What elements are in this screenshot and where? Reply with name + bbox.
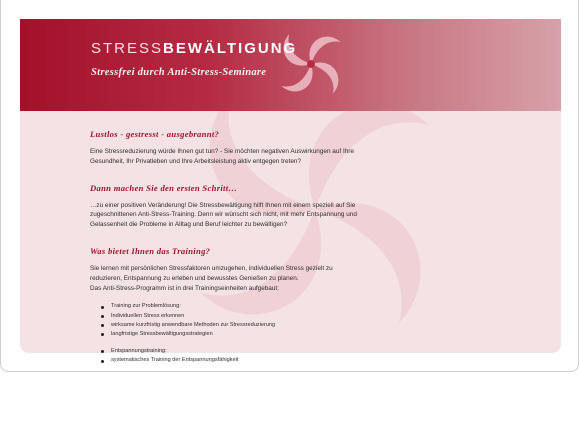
- list-item: systematisches Training der Entspannungsfähigkeit: [90, 356, 410, 365]
- section-heading-1: Lustlos - gestresst - ausgebrannt?: [90, 129, 220, 139]
- training-list-1: [90, 302, 410, 339]
- section-text-2: …zu einer positiven Veränderung! Die Stressbewältigung hilft Ihnen mit einem speziell auf Sie zugeschnittenen Anti-Stress-Training. Denn wir wünscht sich nicht, mit mehr Entspannung und Gelassenheit die Probleme in Alltag und Beruf leichter zu bewältigen?: [90, 201, 357, 229]
- site-subtitle: Stressfrei durch Anti-Stress-Seminare: [91, 67, 267, 78]
- list-item: langfristige Stressbewältigungsstrategien: [90, 330, 410, 339]
- site-title-bold: BEWÄLTIGUNG: [163, 40, 298, 57]
- section-heading-2: Dann machen Sie den ersten Schritt…: [90, 182, 238, 193]
- site-title: [91, 40, 297, 57]
- list-item: Training zur Problemlösung:: [90, 302, 410, 311]
- page-card: [20, 19, 561, 364]
- main-content: [90, 129, 410, 366]
- training-list-2: [90, 347, 410, 365]
- list-item: wirksame kurzfristig anwendbare Methoden zur Stressreduzierung: [90, 321, 410, 330]
- swirl-logo-icon: [272, 23, 350, 105]
- list-item: Individuellen Stress erkennen: [90, 312, 410, 321]
- list-item: Entspannungstraining:: [90, 347, 410, 356]
- page-header: [20, 19, 561, 111]
- section-text-3: Sie lernen mit persönlichen Stressfaktoren umzugehen, individuellen Stress gezielt zu reduzieren, Entspannung zu erleben und bewusstes Genießen zu planen. Das Anti-Stress-Programm ist in drei Trainingseinheiten aufgebaut:: [90, 264, 333, 292]
- section-text-1: Eine Stressreduzierung würde Ihnen gut tun? - Sie möchten negativen Auswirkungen auf Ihre Gesundheit, Ihr Privatleben und Ihre Arbeitsleistung aktiv entgegen treten?: [90, 148, 354, 165]
- site-title-light: STRESS: [91, 40, 164, 57]
- section-heading-3: Was bietet Ihnen das Training?: [90, 245, 211, 256]
